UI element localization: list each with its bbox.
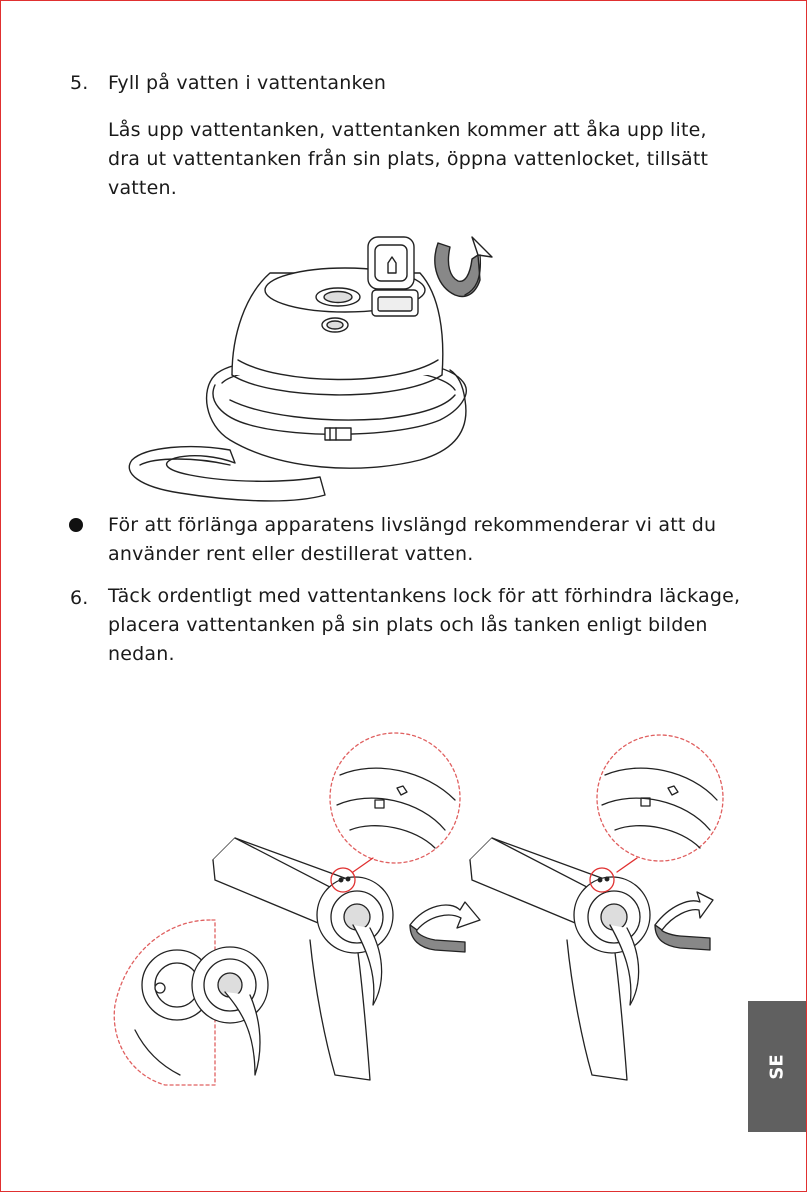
water-tip bbox=[108, 511, 758, 569]
step-5-line: vatten. bbox=[108, 177, 177, 199]
step-5-line: dra ut vattentanken från sin plats, öppna vattenlocket, tillsätt bbox=[108, 148, 709, 170]
device-right bbox=[470, 838, 650, 1080]
water-tip-line: använder rent eller destillerat vatten. bbox=[108, 543, 474, 565]
language-code: SE bbox=[766, 1053, 788, 1080]
rotate-arrow-left bbox=[410, 902, 480, 952]
water-tip-line: För att förlänga apparatens livslängd rekommenderar vi att du bbox=[108, 514, 717, 536]
zoom-detail-left bbox=[330, 733, 460, 872]
step-5-instructions bbox=[108, 116, 758, 203]
step-6-number: 6. bbox=[70, 587, 89, 609]
bullet-point bbox=[69, 518, 83, 532]
step-6-instructions bbox=[108, 582, 758, 669]
zoom-detail-right bbox=[597, 735, 723, 872]
step-5-line: Lås upp vattentanken, vattentanken kommer att åka upp lite, bbox=[108, 119, 707, 141]
step-6-line: nedan. bbox=[108, 643, 175, 665]
step-5-title: Fyll på vatten i vattentanken bbox=[108, 72, 387, 94]
rotate-arrow-right bbox=[655, 892, 713, 950]
step-6-line: Täck ordentligt med vattentankens lock för att förhindra läckage, bbox=[108, 585, 741, 607]
inset-detail-left bbox=[114, 920, 268, 1085]
water-tank-illustration bbox=[120, 225, 510, 515]
language-tab bbox=[748, 1001, 806, 1132]
step-5-number: 5. bbox=[70, 72, 89, 94]
step-6-line: placera vattentanken på sin plats och lås tanken enligt bilden bbox=[108, 614, 708, 636]
lock-tank-illustration bbox=[105, 730, 725, 1090]
